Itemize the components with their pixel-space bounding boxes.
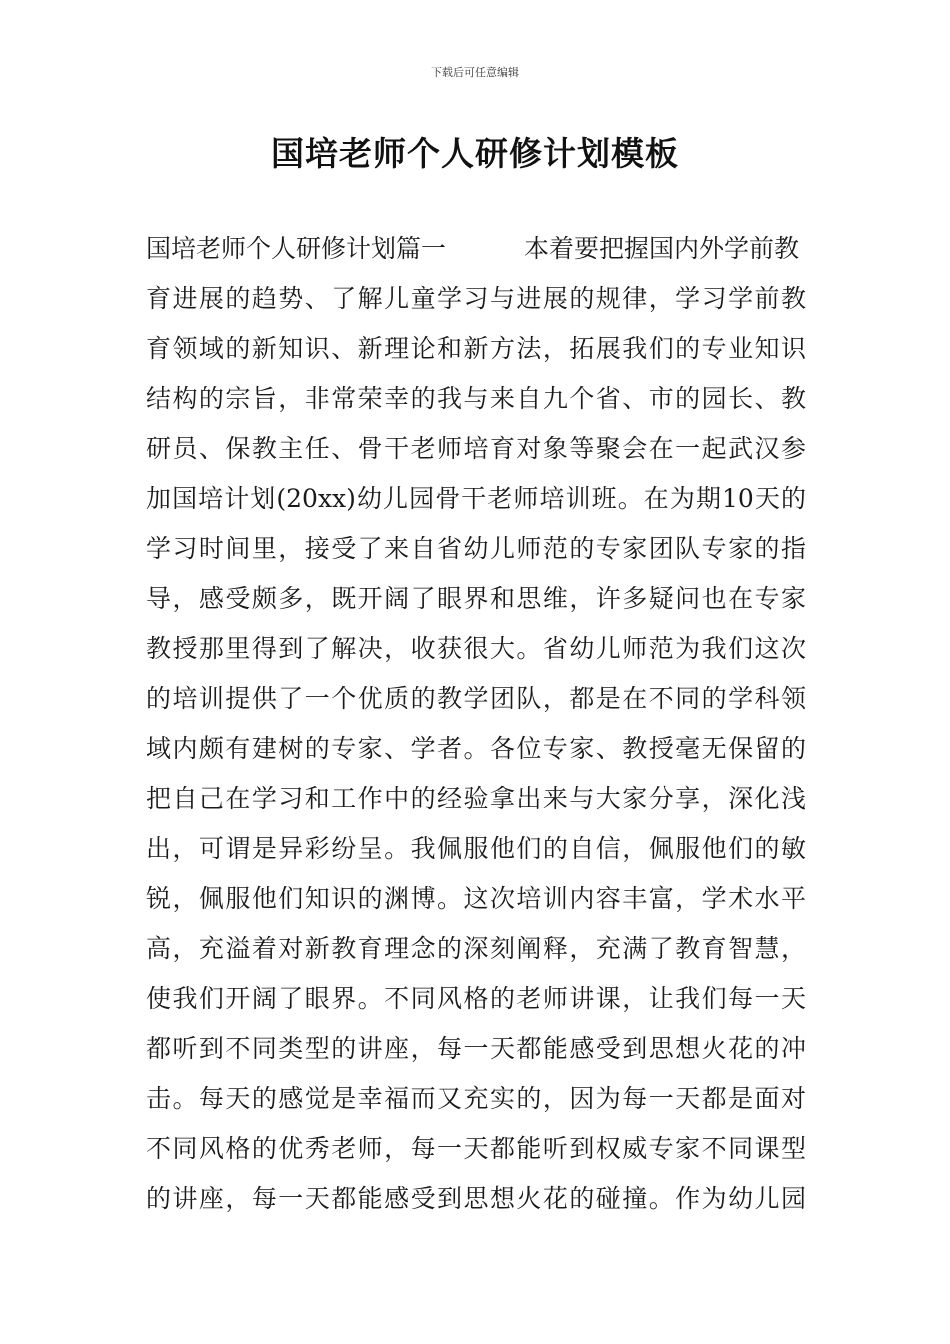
- body-line: 锐，佩服他们知识的渊博。这次培训内容丰富，学术水平: [146, 884, 806, 913]
- body-line: 都听到不同类型的讲座，每一天都能感受到思想火花的冲: [146, 1034, 806, 1063]
- body-line: 学习时间里，接受了来自省幼儿师范的专家团队专家的指: [146, 534, 806, 563]
- section-heading-inline: 国培老师个人研修计划篇一: [146, 234, 447, 263]
- body-line: 把自己在学习和工作中的经验拿出来与大家分享，深化浅: [146, 784, 806, 813]
- body-line: 育领域的新知识、新理论和新方法，拓展我们的专业知识: [146, 334, 806, 363]
- body-line: 的讲座，每一天都能感受到思想火花的碰撞。作为幼儿园: [146, 1184, 806, 1213]
- body-line: 加国培计划(20xx)幼儿园骨干老师培训班。在为期10天的: [146, 484, 806, 513]
- body-line-first-rest: 本着要把握国内外学前教: [524, 234, 800, 263]
- body-line: 不同风格的优秀老师，每一天都能听到权威专家不同课型: [146, 1134, 806, 1163]
- header-note: 下载后可任意编辑: [431, 66, 519, 79]
- body-line: 高，充溢着对新教育理念的深刻阐释，充满了教育智慧，: [146, 934, 806, 963]
- body-line: 的培训提供了一个优质的教学团队，都是在不同的学科领: [146, 684, 806, 713]
- body-line: 出，可谓是异彩纷呈。我佩服他们的自信，佩服他们的敏: [146, 834, 806, 863]
- body-line: 研员、保教主任、骨干老师培育对象等聚会在一起武汉参: [146, 434, 806, 463]
- body-line: 域内颇有建树的专家、学者。各位专家、教授毫无保留的: [146, 734, 806, 763]
- body-line: 使我们开阔了眼界。不同风格的老师讲课，让我们每一天: [146, 984, 806, 1013]
- document-title: 国培老师个人研修计划模板: [271, 134, 679, 173]
- body-line: 育进展的趋势、了解儿童学习与进展的规律，学习学前教: [146, 284, 806, 313]
- body-line: 结构的宗旨，非常荣幸的我与来自九个省、市的园长、教: [146, 384, 806, 413]
- body-line: 导，感受颇多，既开阔了眼界和思维，许多疑问也在专家: [146, 584, 806, 613]
- body-text: [146, 224, 806, 1224]
- body-line-first: [146, 224, 806, 274]
- body-line: 教授那里得到了解决，收获很大。省幼儿师范为我们这次: [146, 634, 806, 663]
- body-line: 击。每天的感觉是幸福而又充实的，因为每一天都是面对: [146, 1084, 806, 1113]
